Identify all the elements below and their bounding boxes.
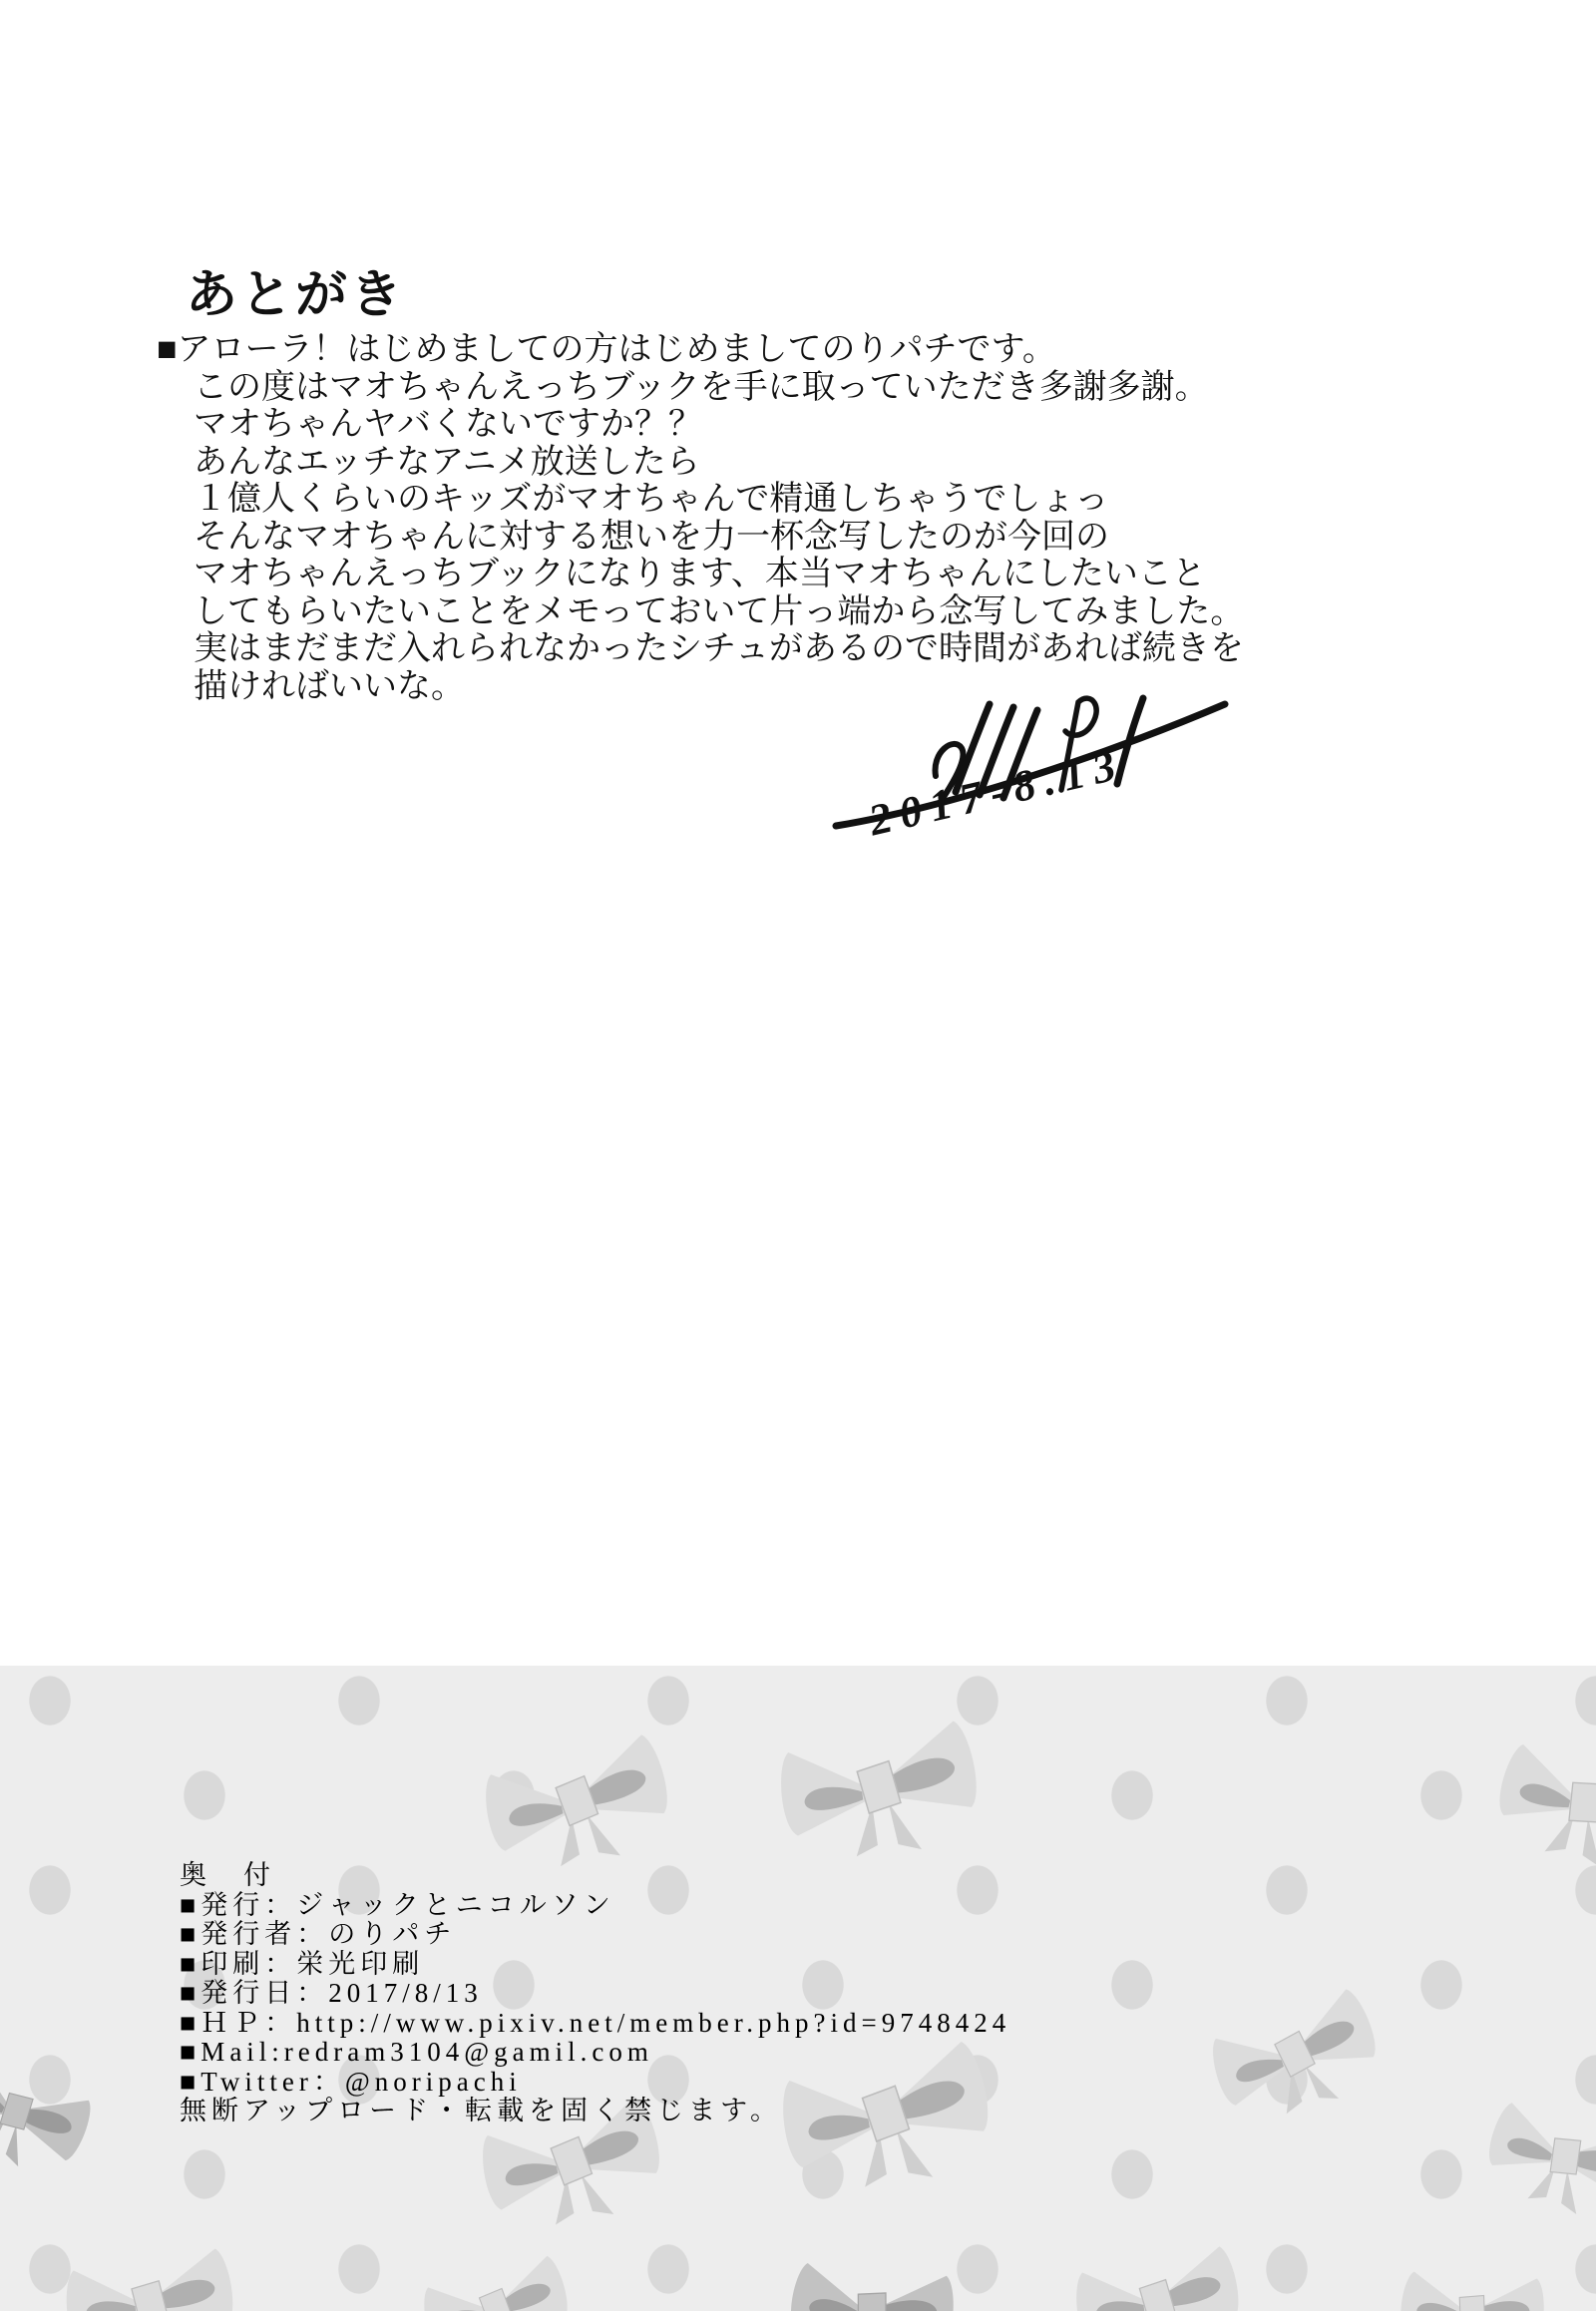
colophon-line: ■Twitter：@noripachi (180, 2066, 522, 2097)
ribbon-bow-icon (1480, 1718, 1596, 1892)
afterword-line: 実はまだまだ入れられなかったシチュがあるので時間があれば続きを (194, 630, 1244, 667)
ribbon-bow-icon (56, 2231, 243, 2311)
colophon-line: ■Mail:redram3104@gamil.com (180, 2037, 653, 2067)
colophon-footer (0, 1666, 1596, 2311)
afterword-line: 描ければいいな。 (194, 667, 465, 705)
afterword-text (157, 331, 1244, 705)
ribbon-bow-icon (1064, 2229, 1250, 2311)
colophon-line: ■印刷：栄光印刷 (180, 1948, 425, 1979)
afterword-line: してもらいたいことをメモっておいて片っ端から念写してみました。 (194, 592, 1245, 630)
ribbon-bow-icon (0, 2031, 107, 2196)
ribbon-bow-icon (1392, 2250, 1552, 2311)
signature-date: 2017-8.13 (864, 738, 1129, 846)
page-title: あとがき (186, 267, 406, 324)
colophon-line: ■発行日：2017/8/13 (180, 1978, 483, 2008)
ribbon-bow-icon (778, 2239, 964, 2311)
colophon-heading: 奥 付 (180, 1860, 275, 1890)
afterword-line: この度はマオちゃんえっちブックを手に取っていただき多謝多謝。 (194, 368, 1209, 406)
colophon-line: ■発行者：のりパチ (180, 1919, 457, 1949)
ribbon-bow-icon (1194, 1970, 1395, 2143)
afterword-line: １億人くらいのキッズがマオちゃんで精通しちゃうでしょっ (194, 481, 1109, 518)
colophon-line: 無断アップロード・転載を固く禁じます。 (180, 2096, 782, 2125)
colophon (180, 1861, 1010, 2126)
afterword-line: そんなマオちゃんに対する想いを力一杯念写したのが今回の (194, 518, 1109, 556)
colophon-line: ■発行：ジャックとニコルソン (180, 1889, 615, 1920)
author-signature (818, 688, 1237, 888)
ribbon-bow-icon (766, 1700, 990, 1880)
afterword-line: マオちゃんヤバくないですか？？ (194, 406, 702, 443)
afterword-line: ■アローラ！はじめましての方はじめましてのりパチです。 (157, 331, 1056, 368)
afterword-line: マオちゃんえっちブックになります、本当マオちゃんにしたいこと (194, 556, 1206, 592)
colophon-line: ■ＨＰ：http://www.pixiv.net/member.php?id=9748424 (180, 2007, 1011, 2038)
afterword-line: あんなエッチなアニメ放送したら (194, 443, 700, 481)
ribbon-bow-icon (1471, 2079, 1596, 2237)
